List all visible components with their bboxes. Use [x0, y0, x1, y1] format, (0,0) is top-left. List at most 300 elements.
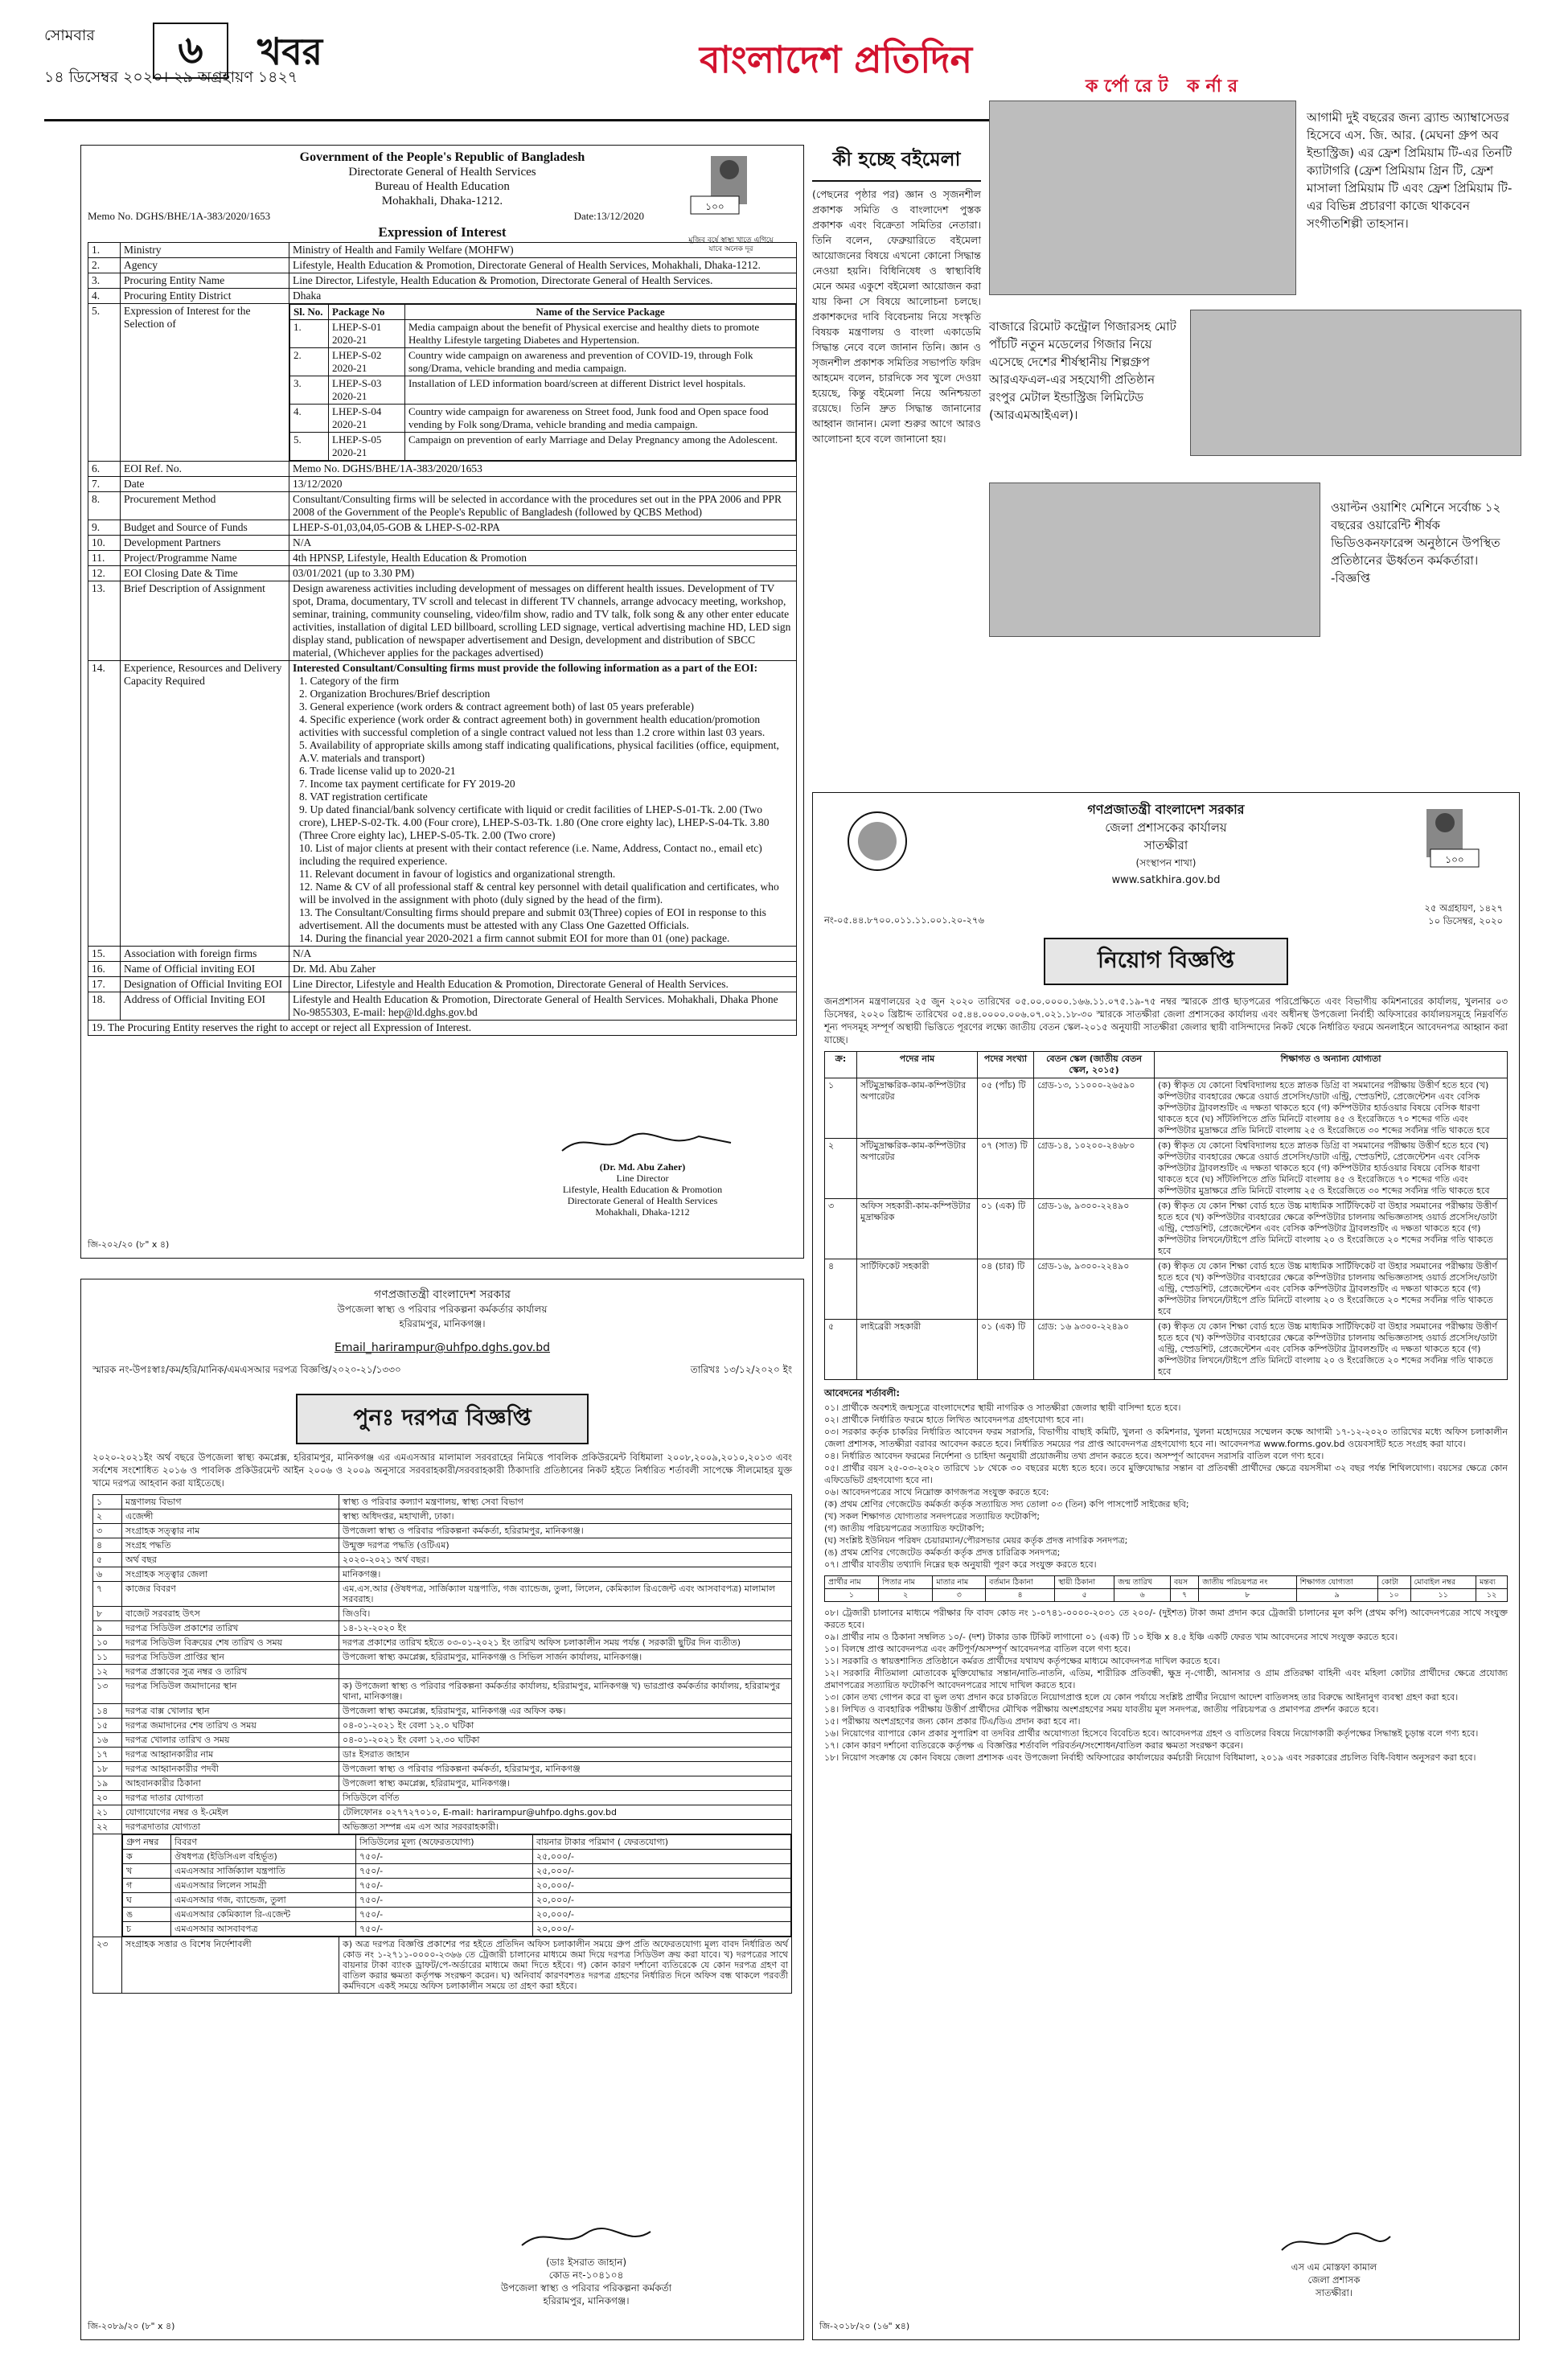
group-letter: চ: [123, 1922, 171, 1937]
tender-row: [93, 1820, 792, 1834]
tender-grp_headers-price: সিডিউলের মূল্য (অফেরতযোগ্য): [356, 1835, 533, 1850]
eoi-row: [88, 520, 797, 536]
post-num: ১: [825, 1078, 857, 1139]
package-no: LHEP-S-03 2020-21: [329, 376, 405, 405]
tender-num: ৬: [93, 1567, 122, 1582]
tender-row: [93, 1607, 792, 1621]
tender-value: উপজেলা স্বাস্থ্য কমপ্লেক্স, হরিরামপুর, মানিকগঞ্জ।: [339, 1776, 792, 1791]
tender-grp_headers-desc: বিবরণ: [171, 1835, 356, 1850]
tender-label: কাজের বিবরণ: [122, 1582, 339, 1607]
tender-place: হরিরামপুর, মানিকগঞ্জ।: [399, 1318, 486, 1329]
eoi-requirement-item: 3. General experience (work orders & contract agreement both) of last 05 years preferable): [299, 700, 695, 713]
eoi-num: 10.: [88, 536, 121, 551]
group-desc: এমএসআর আসবাবপত্র: [171, 1922, 356, 1937]
tender-value: উপজেলা স্বাস্থ্য ও পরিবার পরিকল্পনা কর্মকর্তা, হরিরামপুর, মানিকগঞ্জ।: [339, 1524, 792, 1538]
form-col-number: ২: [878, 1589, 932, 1602]
eoi-requirement-item: 11. Relevant document in favour of logistics and organizational strength.: [299, 868, 616, 880]
package-sl: 5.: [290, 433, 329, 461]
news-column: [812, 145, 981, 740]
form-header-cell: পিতার নাম: [878, 1576, 932, 1589]
masthead-date: ১৪ ডিসেম্বর ২০২০। ২৯ অগ্রহায়ণ ১৪২৭: [44, 68, 298, 86]
post-count: ০১ (এক) টি: [978, 1320, 1034, 1380]
tender-label: সংগ্রহ পদ্ধতি: [122, 1538, 339, 1553]
post-num: ৩: [825, 1199, 857, 1259]
package-row: [290, 348, 796, 376]
eoi-requirement-item: 10. List of major clients at present with their contact reference (i.e. Name, Address, Contact no., email etc) including the required experience.: [299, 842, 762, 867]
form-header-cell: মন্তব্য: [1476, 1576, 1507, 1589]
form-col-number: ৯: [1296, 1589, 1377, 1602]
eoi-signature-block: [522, 1127, 763, 1218]
eoi-label: Procuring Entity Name: [121, 273, 289, 289]
tender-num: ৭: [93, 1582, 122, 1607]
gov-emblem-icon: [845, 809, 909, 873]
tender-label: বাজেট সরবরাহ উৎস: [122, 1607, 339, 1621]
tender-date: তারিখঃ ১৩/১২/২০২০ ইং: [690, 1364, 792, 1375]
post-scale: গ্রেড-১৪, ১০২০০-২৪৬৮০: [1034, 1139, 1155, 1199]
tender-row: [93, 1538, 792, 1553]
group-desc: এমএসআর গজ, ব্যান্ডেজ, তুলা: [171, 1893, 356, 1908]
eoi-label: Procuring Entity District: [121, 289, 289, 304]
post-name: সাঁটমুদ্রাক্ষরিক-কাম-কম্পিউটার অপারেটর: [857, 1139, 978, 1199]
package-row: [290, 405, 796, 433]
tender-value: [339, 1665, 792, 1679]
tender-value: টেলিফোনঃ ০২৭৭২৭০১০, E-mail: harirampur@uhfpo.dghs.gov.bd: [339, 1805, 792, 1820]
package-sl: 4.: [290, 405, 329, 433]
conditions-title: আবেদনের শর্তাবলী:: [824, 1387, 900, 1399]
group-row: [123, 1864, 791, 1879]
package-no: LHEP-S-01 2020-21: [329, 320, 405, 348]
tender-row: [93, 1776, 792, 1791]
post-qualification: (ক) স্বীকৃত যে কোন শিক্ষা বোর্ড হতে উচ্চ মাধ্যমিক সার্টিফিকেট বা উহার সমমানের পরীক্ষায় উত্তীর্ণ হতে হবে (খ) কম্পিউটার ব্যবহারের ক্ষেত্রে কম্পিউটার চালনায় অভিজ্ঞতাসহ ওয়ার্ড প্রসেসিং/ডাটা এন্ট্রি, স্প্রেডশিট, প্রেজেন্টেশন এবং বেসিক কম্পিউটার ট্রাবলশুটিং এ দক্ষতা থাকতে হবে (গ) কম্পিউটার লিখনে/টাইপে প্রতি মিনিটে বাংলায় ২০ ও ইংরেজিতে ২০ শব্দের সর্বনিম্ন গতি থাকতে হবে: [1155, 1320, 1508, 1380]
tender-row-23: [93, 1937, 792, 1994]
eoi-num: 13.: [88, 581, 121, 661]
package-name: Installation of LED information board/screen at different District level hospitals.: [405, 376, 796, 405]
eoi-num: 16.: [88, 962, 121, 977]
eoi-label: Association with foreign firms: [121, 947, 289, 962]
eoi-requirement-item: 2. Organization Brochures/Brief description: [299, 688, 491, 700]
group-letter: ঘ: [123, 1893, 171, 1908]
eoi-value: 03/01/2021 (up to 3.30 PM): [289, 566, 797, 581]
eoi-pkg_headers-name: Name of the Service Package: [405, 305, 796, 320]
package-name: Media campaign about the benefit of Physical exercise and healthy diets to promote Healthy Lifestyle targeting Diabetes and Hypertension.: [405, 320, 796, 348]
corporate-corner-title: কর্পোরেট কর্নার: [1086, 76, 1245, 97]
tender-value: ০৪-০১-২০২১ ইং বেলা ১২.৩০ ঘটিকা: [339, 1733, 792, 1748]
eoi-num: 8.: [88, 492, 121, 520]
eoi-row-5: 5. Expression of Interest for the Selection of Sl. No. Package No Name of the Service Package 1. LHEP-S-01 2020-21 Media campaign about the benefit of Physical exercise and healthy diets to promote Healthy Lifestyle targeting Diabetes and Hypertension. 2. LHEP-S-02 2020-21 Country wide campaign on awareness and prevention of COVID-19, through Folk song/Drama, vehicle branding and media campaign. 3. LHEP-S-03 2020-21 Installation of LED information board/screen at different District level hospitals. 4. LHEP-S-04 2020-21 Country wide campaign for awareness on Street food, Junk food and Open space food vending by Folk song/Drama, vehicle branding and media campaign. 5. LHEP-S-05 2020-21 Campaign on prevention of early Marriage and Delay Pregnancy among the Adolescent.: [88, 304, 797, 462]
applicant-form-table: [824, 1575, 1508, 1602]
post-qualification: (ক) স্বীকৃত যে কোন শিক্ষা বোর্ড হতে উচ্চ মাধ্যমিক সার্টিফিকেট বা উহার সমমানের পরীক্ষায় উত্তীর্ণ হতে হবে (খ) কম্পিউটার ব্যবহারের ক্ষেত্রে কম্পিউটার চালনায় অভিজ্ঞতাসহ ওয়ার্ড প্রসেসিং/ডাটা এন্ট্রি, স্প্রেডশিট, প্রেজেন্টেশন এবং বেসিক কম্পিউটার ট্রাবলশুটিং এ দক্ষতা থাকতে হবে (গ) কম্পিউটার লিখনে/টাইপে প্রতি মিনিটে বাংলায় ২০ ও ইংরেজিতে ২০ শব্দের সর্বনিম্ন গতি থাকতে হবে: [1155, 1259, 1508, 1320]
package-table: [289, 304, 796, 461]
condition-item: ০৭। প্রার্থীর যাবতীয় তথ্যাদি নিম্নের ছক অনুযায়ী পূরণ করে সংযুক্ত করতে হবে।: [824, 1559, 1097, 1570]
tender-label: আহবানকারীর ঠিকানা: [122, 1776, 339, 1791]
job-branch: (সংস্থাপন শাখা): [1135, 857, 1197, 869]
job-intro: জনপ্রশাসন মন্ত্রণালয়ের ২৫ জুন ২০২০ তারিখের ০৫.০০.০০০০.১৬৬.১১.০৭৫.১৯-৭৫ নম্বর স্মারকে প্রাপ্ত ছাড়পত্রের পরিপ্রেক্ষিতে এবং বিভাগীয় কমিশনারের কার্যালয়, খুলনার ০৩ ডিসেম্বর, ২০২০ খ্রিষ্টাব্দ তারিখের ০৫.৪৪.০০০০.০০৬.০৭.০২১.১৮-৩০ স্মারকে সাতক্ষীরা জেলা প্রশাসকের কার্যালয় এবং অধীনস্থ উপজেলা নির্বাহী অফিসারের কার্যালয়সমূহে নিম্নবর্ণিত শূন্য পদসমূহ সম্পূর্ণ অস্থায়ী ভিত্তিতে পূরণের লক্ষ্যে জাতীয় বেতন স্কেল-২০১৫ অনুযায়ী সাতক্ষীরা জেলার স্থায়ী বাসিন্দাদের নিকট থেকে নির্ধারিত ফরমে অনলাইনে আবেদনপত্র আহ্বান করা যাচ্ছে।: [824, 996, 1508, 1045]
post-qualification: (ক) স্বীকৃত যে কোন শিক্ষা বোর্ড হতে উচ্চ মাধ্যমিক সার্টিফিকেট বা উহার সমমানের পরীক্ষায় উত্তীর্ণ হতে হবে (খ) কম্পিউটার ব্যবহারের ক্ষেত্রে কম্পিউটার চালনায় অভিজ্ঞতাসহ ওয়ার্ড প্রসেসিং/ডাটা এন্ট্রি, স্প্রেডশিট, প্রেজেন্টেশন এবং বেসিক কম্পিউটার ট্রাবলশুটিং এ দক্ষতা থাকতে হবে (গ) কম্পিউটার লিখনে/টাইপে প্রতি মিনিটে বাংলায় ২০ ও ইংরেজিতে ২০ শব্দের সর্বনিম্ন গতি থাকতে হবে: [1155, 1199, 1508, 1259]
tender-num: ১৮: [93, 1762, 122, 1776]
tender-num: ১৪: [93, 1704, 122, 1719]
corporate-corner: [989, 76, 1520, 784]
form-col-number: ১২: [1476, 1589, 1507, 1602]
eoi-bureau: Bureau of Health Education: [375, 180, 510, 193]
form-col-number: ৬: [1114, 1589, 1171, 1602]
form-header-cell: স্থায়ী ঠিকানা: [1055, 1576, 1114, 1589]
tender-num: ১২: [93, 1665, 122, 1679]
condition-item: ০৫। প্রার্থীর বয়স ২৫-০৩-২০২০ তারিখে ১৮ থেকে ৩০ বছরের মধ্যে হতে হবে। তবে মুক্তিযোদ্ধার সন্তান বা প্রতিবন্ধী প্রার্থীদের ক্ষেত্রে বয়সসীমা ৩২ বছর পর্যন্ত শিথিলযোগ্য। বয়সের ক্ষেত্রে কোন এফিডেভিট গ্রহণযোগ্য হবে না।: [824, 1463, 1508, 1485]
corporate-caption-3: ওয়াল্টন ওয়াশিং মেশিনে সর্বোচ্চ ১২ বছরের ওয়ারেন্টি শীর্ষক ভিডিওকনফারেন্স অনুষ্ঠানে উপস্থিত প্রতিষ্ঠানের ঊর্ধ্বতন কর্মকর্তারা। -বিজ্ঞপ্তি: [1331, 500, 1501, 585]
eoi-requirement-item: 7. Income tax payment certificate for FY 2019-20: [299, 778, 515, 790]
form-col-number: ৮: [1199, 1589, 1296, 1602]
job-website[interactable]: www.satkhira.gov.bd: [1111, 874, 1221, 886]
post-name: লাইব্রেরী সহকারী: [857, 1320, 978, 1380]
tender-row: [93, 1650, 792, 1665]
tender-label: এজেন্সী: [122, 1509, 339, 1524]
eoi-num: 11.: [88, 551, 121, 566]
form-header-cell: জাতীয় পরিচয়পত্র নং: [1199, 1576, 1296, 1589]
package-name: Campaign on prevention of early Marriage and Delay Pregnancy among the Adolescent.: [405, 433, 796, 461]
eoi-notice: [80, 145, 804, 1259]
package-row: [290, 376, 796, 405]
tender-num: ২: [93, 1509, 122, 1524]
tender-row: [93, 1509, 792, 1524]
post-header-cell: পদের নাম: [857, 1052, 978, 1078]
post-header-cell: পদের সংখ্যা: [978, 1052, 1034, 1078]
package-no: LHEP-S-04 2020-21: [329, 405, 405, 433]
eoi-requirement-item: 6. Trade license valid up to 2020-21: [299, 765, 456, 777]
corporate-caption-2: বাজারে রিমোট কন্ট্রোল গিজারসহ মোট পাঁচটি নতুন মডেলের গিজার নিয়ে এসেছে দেশের শীর্ষস্থানীয় শিল্পগ্রুপ আরএফএল-এর সহযোগী প্রতিষ্ঠান রংপুর মেটাল ইন্ডাস্ট্রিজ লিমিটেড (আরএমআইএল)।: [989, 319, 1176, 422]
page-number: ৬: [153, 23, 228, 79]
eoi-pkg_headers-sl: Sl. No.: [290, 305, 329, 320]
eoi-label: Ministry: [121, 243, 289, 258]
condition-item: (ক) প্রথম শ্রেণির গেজেটেড কর্মকর্তা কর্তৃক সত্যায়িত সদ্য তোলা ০৩ (তিন) কপি পাসপোর্ট সাইজের ছবি;: [824, 1499, 1189, 1509]
corporate-photo-2: [1190, 310, 1521, 456]
condition-item: (ঘ) সংশ্লিষ্ট ইউনিয়ন পরিষদ চেয়ারম্যান/পৌরসভার মেয়র কর্তৃক প্রদত্ত নাগরিক সনদপত্র;: [824, 1535, 1128, 1546]
tender-row: [93, 1704, 792, 1719]
tender-intro: ২০২০-২০২১ইং অর্থ বছরে উপজেলা স্বাস্থ্য কমপ্লেক্স, হরিরামপুর, মানিকগঞ্জ এর এমএসআর মালামাল সরবরাহের নিমিত্তে পাবলিক প্রকিউরমেন্ট বিধিমালা ২০০৮,২০০৯,২০১০,২০১৩ এবং সর্বশেষ সংশোধিত ২০১৬ ও পাবলিক প্রকিউরমেন্ট আইন ২০০৬ ও ২০০৯ অনুসারে সরবরাহকারী/সরবরাহকারী ঠিকাদারি প্রতিষ্ঠানের নিকট হইতে নির্ধারিত শর্তাবলী সাপেক্ষে সীলমোহর যুক্ত খামে দরপত্র আহবান করা যাইতেছে।: [92, 1452, 792, 1489]
retender-notice: [80, 1279, 804, 2340]
eoi-row: [88, 477, 797, 492]
tender-num: ১৯: [93, 1776, 122, 1791]
tender-label: যোগাযোগের নম্বর ও ই-মেইল: [122, 1805, 339, 1820]
condition-item: (গ) জাতীয় পরিচয়পত্রের সত্যায়িত ফটোকপি;: [824, 1523, 985, 1534]
group-security: ২০,০০০/-: [533, 1893, 791, 1908]
form-header-cell: মাতার নাম: [933, 1576, 986, 1589]
eoi-value: Lifestyle, Health Education & Promotion, Directorate General of Health Services, Mohakhali, Dhaka-1212.: [289, 258, 797, 273]
condition-item: ১১। সরকারি ও স্বায়ত্তশাসিত প্রতিষ্ঠানে কর্মরত প্রার্থীদের যথাযথ কর্তৃপক্ষের মাধ্যমে আবেদনপত্র দাখিল করতে হবে।: [824, 1656, 1221, 1666]
group-letter: ঙ: [123, 1908, 171, 1922]
tender-value: অভিজ্ঞতা সম্পন্ন এম এস আর সরবরাহকারী।: [339, 1820, 792, 1834]
eoi-row: [88, 947, 797, 962]
post-row: [825, 1320, 1508, 1380]
form-header-cell: বয়স: [1170, 1576, 1198, 1589]
tender-row: [93, 1636, 792, 1650]
news-headline: কী হচ্ছে বইমেলা: [812, 145, 981, 182]
group-row: [123, 1850, 791, 1864]
condition-item: ০২। প্রার্থীকে নির্ধারিত ফরমে হাতে লিখিত আবেদনপত্র গ্রহণযোগ্য হবে না।: [824, 1415, 1084, 1425]
form-col-number: ১০: [1377, 1589, 1410, 1602]
tender-num: ৪: [93, 1538, 122, 1553]
tender-header: [92, 1288, 792, 1355]
tender-row23_v: ক) অত্র দরপত্র বিজ্ঞপ্তি প্রকাশের পর হইতে প্রতিদিন অফিস চলাকালীন সময়ে গ্রুপ প্রতি অফেরতযোগ্য মূল্য বাবদ নির্ধারিত অর্থ কোড নং ১-২৭১১-০০০০-২৩৬৬ তে ট্রেজারী চালানের মাধ্যমে জমা দিয়ে দরপত্র সিডিউল ক্রয় করা যাবে। খ) দরপত্রের সাথে বায়নার টাকা ব্যাংক ড্রাফট/পে-অর্ডারের মাধ্যমে জমা দিতে হইবে। গ) কোন কারণ দর্শানো ব্যতিরেকে যে কোন দরপত্র গ্রহণ বা বাতিল করার ক্ষমতা কর্তৃপক্ষ সংরক্ষণ করেন। ঘ) অনিবার্য কারণবশতঃ দরপত্র গ্রহণের নির্ধারিত দিনে অফিস বন্ধ থাকলে পরবর্তী কর্মদিবসে একই সময়ে অফিস চলাকালীন সময়ে তা গ্রহণ করা হইবে।: [339, 1937, 792, 1994]
eoi-num: 12.: [88, 566, 121, 581]
tender-num: ১: [93, 1495, 122, 1509]
eoi-label: Name of Official inviting EOI: [121, 962, 289, 977]
condition-item: ০৪। নির্ধারিত আবেদন ফরমের নির্দেশনা ও চাহিদা অনুযায়ী প্রয়োজনীয় তথ্য প্রদান করতে হবে। অসম্পূর্ণ আবেদন সরাসরি বাতিল বলে গণ্য হবে।: [824, 1451, 1324, 1461]
tender-value: এম.এস.আর (ঔষধপত্র, সার্জিক্যাল যন্ত্রপাতি, গজ ব্যান্ডেজ, তুলা, লিলেন, কেমিক্যাল রিএজেন্ট এবং আসবাবপত্র) মালামাল সরবরাহ।: [339, 1582, 792, 1607]
seal-caption: মুজিব বর্ষে স্বাস্থ্য খাতে এগিয়ে যাবে অনেক দূর: [688, 236, 774, 253]
eoi-label: Procurement Method: [121, 492, 289, 520]
eoi-label: Brief Description of Assignment: [121, 581, 289, 661]
eoi-num: 9.: [88, 520, 121, 536]
eoi-num: 3.: [88, 273, 121, 289]
tender-value: জিওবি।: [339, 1607, 792, 1621]
eoi-num: 15.: [88, 947, 121, 962]
group-desc: এমএসআর সার্জিক্যাল যন্ত্রপাতি: [171, 1864, 356, 1879]
section-title: খবর: [257, 30, 323, 73]
eoi-num: 4.: [88, 289, 121, 304]
tender-memo: স্মারক নং-উপঃস্বাঃ/কম/হরি/মানিক/এমএসআর দরপত্র বিজ্ঞপ্তি/২০২০-২১/১৩৩০: [92, 1364, 401, 1375]
eoi-row-19: [88, 1021, 797, 1036]
post-header-cell: শিক্ষাগত ও অন্যান্য যোগ্যতা: [1155, 1052, 1508, 1078]
tender-num: ৯: [93, 1621, 122, 1636]
group-row: [123, 1908, 791, 1922]
package-name: Country wide campaign on awareness and prevention of COVID-19, through Folk song/Drama, vehicle branding and media campaign.: [405, 348, 796, 376]
eoi-row: [88, 462, 797, 477]
eoi-label: Budget and Source of Funds: [121, 520, 289, 536]
job-gov: গণপ্রজাতন্ত্রী বাংলাদেশ সরকার: [1087, 802, 1245, 817]
tender-title: পুনঃ দরপত্র বিজ্ঞপ্তি: [296, 1394, 589, 1444]
eoi-value: Ministry of Health and Family Welfare (MOHFW): [289, 243, 797, 258]
form-col-number: ১১: [1410, 1589, 1476, 1602]
mujib-seal: [683, 152, 779, 253]
tender-value: উপজেলা স্বাস্থ্য কমপ্লেক্স, হরিরামপুর, মানিকগঞ্জ ও সিভিল সার্জন কার্যালয়, মানিকগঞ্জ।: [339, 1650, 792, 1665]
tender-email: Email_harirampur@uhfpo.dghs.gov.bd: [334, 1341, 551, 1354]
tender-row: [93, 1582, 792, 1607]
post-row: [825, 1259, 1508, 1320]
tender-row: [93, 1524, 792, 1538]
tender-sig-name: (ডাঃ ইসরাত জাহান): [545, 2257, 627, 2268]
job-sig-place: সাতক্ষীরা।: [1316, 2287, 1353, 2298]
tender-value: দরপত্র প্রকাশের তারিখ হইতে ০৩-০১-২০২১ ইং তারিখ অফিস চলাকালীন সময় পর্যন্ত ( সরকারী ছুটির দিন ব্যতীত): [339, 1636, 792, 1650]
eoi-value: Dhaka: [289, 289, 797, 304]
eoi-title: Expression of Interest: [378, 224, 507, 240]
tender-label: দরপত্র সিডিউল প্রকাশের তারিখ: [122, 1621, 339, 1636]
tender-row: [93, 1733, 792, 1748]
tender-value: ১৪-১২-২০২০ ইং: [339, 1621, 792, 1636]
post-name: সার্টিফিকেট সহকারী: [857, 1259, 978, 1320]
condition-item: ১৩। কোন তথ্য গোপন করে বা ভুল তথ্য প্রদান করে চাকরিতে নিয়োগপ্রাপ্ত হলে যে কোন পর্যায়ে সংশ্লিষ্ট প্রার্থীর নিয়োগ আদেশ বাতিলসহ তার বিরুদ্ধে আইনানুগ ব্যবস্থা গ্রহণ করা হবে।: [824, 1692, 1459, 1702]
group-table: [122, 1834, 791, 1937]
eoi-requirement-item: 1. Category of the firm: [299, 675, 400, 687]
eoi-num: 18.: [88, 992, 121, 1021]
eoi-label: Development Partners: [121, 536, 289, 551]
tender-num: ১০: [93, 1636, 122, 1650]
tender-table: [92, 1494, 792, 1994]
tender-label: দরপত্র বাক্স খোলার স্থান: [122, 1704, 339, 1719]
eoi-row: [88, 289, 797, 304]
tender-row: [93, 1791, 792, 1805]
tender-value: স্বাস্থ্য অধিদপ্তর, মহাখালী, ঢাকা।: [339, 1509, 792, 1524]
eoi-value: Line Director, Lifestyle and Health Education & Promotion, Directorate General of Health Services.: [289, 977, 797, 992]
tender-row: [93, 1719, 792, 1733]
condition-item: ১৪। লিখিত ও ব্যবহারিক পরীক্ষায় উত্তীর্ণ প্রার্থীদের মৌখিক পরীক্ষায় অংশগ্রহণের সময় যাবতীয় মূল সনদপত্র, জাতীয় পরিচয়পত্র ও প্রমাণপত্র প্রদর্শন করতে হবে।: [824, 1704, 1379, 1715]
form-col-number: ৪: [986, 1589, 1055, 1602]
condition-item: ১৬। নিয়োগের ব্যাপারে কোন প্রকার সুপারিশ বা তদবির প্রার্থীর অযোগ্যতা হিসেবে বিবেচিত হবে। আবেদনপত্র গ্রহণ ও বাতিলের বিষয়ে নিয়োগকারী কর্তৃপক্ষের সিদ্ধান্তই চূড়ান্ত বলে গণ্য হবে।: [824, 1728, 1479, 1739]
job-circular: [812, 792, 1520, 2340]
eoi-row: [88, 551, 797, 566]
package-no: LHEP-S-05 2020-21: [329, 433, 405, 461]
eoi-num: 6.: [88, 462, 121, 477]
condition-item: ১২। সরকারি নীতিমালা মোতাবেক মুক্তিযোদ্ধার সন্তান/নাতি-নাতনি, এতিম, শারীরিক প্রতিবন্ধী, ক্ষুদ্র নৃ-গোষ্ঠী, আনসার ও গ্রাম প্রতিরক্ষা বাহিনী এবং মহিলা কোটার প্রার্থীদের ক্ষেত্রে প্রযোজ্য প্রমাণপত্রের সত্যায়িত ফটোকপি আবেদনপত্রের সাথে দাখিল করতে হবে।: [824, 1668, 1508, 1690]
tender-value: স্বাস্থ্য ও পরিবার কল্যাণ মন্ত্রণালয়, স্বাস্থ্য সেবা বিভাগ: [339, 1495, 792, 1509]
post-scale: গ্রেড-১৩, ১১০০০-২৬৫৯০: [1034, 1078, 1155, 1139]
package-no: LHEP-S-02 2020-21: [329, 348, 405, 376]
tender-label: দরপত্র আহ্বানকারীর নাম: [122, 1748, 339, 1762]
news-body: (পেছনের পৃষ্ঠার পর) জ্ঞান ও সৃজনশীল প্রকাশক সমিতি ও বাংলাদেশ পুস্তক প্রকাশক এবং বিক্রেতা সমিতির নেতারা। তিনি বলেন, ফেব্রুয়ারিতে বইমেলা আয়োজনের বিষয়ে এখনো কোনো সিদ্ধান্ত নেওয়া হয়নি। বিধিনিষেধ ও স্বাস্থ্যবিধি মেনে অমর একুশে বইমেলা আয়োজন করা যায় কিনা সে বিষয়ে আলোচনা চলছে। প্রকাশকদের দাবি বিবেচনায় নিয়ে সংস্কৃতি বিষয়ক মন্ত্রণালয় ও বাংলা একাডেমি সিদ্ধান্ত নেবে বলে জানান তিনি। জ্ঞান ও সৃজনশীল প্রকাশক সমিতির সভাপতি ফরিদ আহমেদ বলেন, চারদিকে সব খুলে দেওয়া হয়েছে, কিন্তু বইমেলা নিয়ে অনিশ্চয়তা রয়েছে। তিনি দ্রুত সিদ্ধান্ত জানানোর আহ্বান জানান। মেলা শুরুর আগে আরও আলোচনা হবে বলে জানানো হয়।: [812, 188, 981, 445]
post-num: ৫: [825, 1320, 857, 1380]
group-letter: খ: [123, 1864, 171, 1879]
eoi-label: Agency: [121, 258, 289, 273]
eoi-directorate: Directorate General of Health Services: [348, 166, 536, 179]
eoi-row-14: 14. Experience, Resources and Delivery Capacity Required Interested Consultant/Consulting firms must provide the following information as a part of the EOI: 1. Category of the firm 2. Organization Brochures/Brief description 3. General experience (work orders & contract agreement both) of last 05 years preferable) 4. Specific experience (work order & contract agreement both) in government health education/promotion activities with successful completion of a single contract valued not less than 1.2 crore within last 03 years. 5. Availability of appropriate skills among staff indicating qualifications, physical facilities (office, equipment, A.V. materials and transport) 6. Trade license valid up to 2020-21 7. Income tax payment certificate for FY 2019-20 8. VAT registration certificate 9. Up dated financial/bank solvency certificate with liquid or credit facilities of LHEP-S-01-Tk. 2.00 (Two crore), LHEP-S-02-Tk. 4.00 (Four crore), LHEP-S-03-Tk. 1.80 (One crore eighty lac), LHEP-S-04-Tk. 3.80 (Three Crore eighty lac), LHEP-S-05-Tk. 2.00 (Two crore) 10. List of major clients at present with their contact reference (i.e. Name, Address, Contact no., email etc) including the required experience. 11. Relevant document in favour of logistics and organizational strength. 12. Name & CV of all professional staff & central key personnel with detail qualification and certificates, who will be involved in the assignment with photo (duly signed by the head of the firm). 13. The Consultant/Consulting firms should prepare and submit 03(Three) copies of EOI in response to this advertisement. All the documents must be attested with any Class One Gazetted Officials. 14. During the financial year 2020-2021 a firm cannot submit EOI for more than 01 (one) package.: [88, 661, 797, 947]
corporate-photo-3: [989, 483, 1320, 637]
eoi-label: Designation of Official Inviting EOI: [121, 977, 289, 992]
eoi-row19: 19. The Procuring Entity reserves the right to accept or reject all Expression of Interest.: [88, 1021, 797, 1036]
eoi-num: 17.: [88, 977, 121, 992]
eoi-label: EOI Closing Date & Time: [121, 566, 289, 581]
group-security: ২০,০০০/-: [533, 1879, 791, 1893]
condition-item: ০৯। প্রার্থীর নাম ও ঠিকানা সম্বলিত ১০/- (দশ) টাকার ডাক টিকিট লাগানো ০১ (এক) টি ১০ ইঞ্চি x ৪.৫ ইঞ্চি একটি ফেরত খাম আবেদনের সাথে সংযুক্ত করতে হবে।: [824, 1632, 1398, 1642]
form-header-cell: বর্তমান ঠিকানা: [986, 1576, 1055, 1589]
eoi-value: LHEP-S-01,03,04,05-GOB & LHEP-S-02-RPA: [289, 520, 797, 536]
eoi-row: [88, 566, 797, 581]
tender-signature: [466, 2225, 707, 2307]
signature-icon: [538, 1127, 747, 1159]
tender-value: ক) উপজেলা স্বাস্থ্য ও পরিবার পরিকল্পনা কর্মকর্তার কার্যালয়, হরিরামপুর, মানিকগঞ্জ খ) ভারপ্রাপ্ত কর্মকর্তার কার্যালয়, হরিরামপুর থানা, মানিকগঞ্জ।: [339, 1679, 792, 1704]
tender-num: ১১: [93, 1650, 122, 1665]
tender-value: উন্মুক্ত দরপত্র পদ্ধতি (ওটিএম): [339, 1538, 792, 1553]
package-row: [290, 320, 796, 348]
job-office: জেলা প্রশাসকের কার্যালয়: [1105, 820, 1227, 835]
tender-label: দরপত্র সিডিউল বিক্রয়ের শেষ তারিখ ও সময়: [122, 1636, 339, 1650]
job-dates: [1425, 902, 1503, 927]
condition-item: (ঙ) প্রথম শ্রেণির গেজেটেড কর্মকর্তা কর্তৃক প্রদত্ত চারিত্রিক সনদপত্র;: [824, 1547, 1061, 1558]
post-row: [825, 1139, 1508, 1199]
condition-item: ০৩। সরকার কর্তৃক চাকরির নির্ধারিত আবেদন ফরম সরাসরি, বিভাগীয় বাছাই কমিটি, খুলনা ও কমিশনার, খুলনা মহোদয়ের সম্মেলন কক্ষে আগামী ১৭-১২-২০২০ তারিখের মধ্যে অফিস চলাকালীন জেলা প্রশাসক, সাতক্ষীরা বরাবর আবেদন করতে হবে। নির্ধারিত সময়ের পর প্রাপ্ত আবেদনপত্র গ্রহণযোগ্য হবে না। আবেদনপত্র www.forms.gov.bd ওয়েবসাইট হতে সংগ্রহ করা যাবে।: [824, 1427, 1508, 1449]
eoi-row: [88, 258, 797, 273]
mujib-portrait-icon: [1398, 805, 1487, 885]
post-qualification: (ক) স্বীকৃত যে কোনো বিশ্ববিদ্যালয় হতে স্নাতক ডিগ্রি বা সমমানের পরীক্ষায় উত্তীর্ণ হতে হবে (খ) কম্পিউটার ব্যবহারের ক্ষেত্রে ওয়ার্ড প্রসেসিং/ডাটা এন্ট্রি, স্প্রেডশিট, প্রেজেন্টেশন এবং বেসিক কম্পিউটার ট্রাবলশুটিং এ দক্ষতা থাকতে হবে (গ) কম্পিউটার হার্ডওয়ার বিষয়ে বেসিক ধারণা থাকতে হবে (ঘ) সাঁটলিপিতে প্রতি মিনিটে বাংলায় ৪৫ ও ইংরেজিতে ৭০ শব্দের গতি এবং কম্পিউটার মুদ্রাক্ষরে প্রতি মিনিটে বাংলায় ২৫ ও ইংরেজিতে ৩০ শব্দের সর্বনিম্ন গতি থাকতে হবে: [1155, 1139, 1508, 1199]
form-header-cell: মোবাইল নম্বর: [1410, 1576, 1476, 1589]
tender-label: দরপত্র খোলার তারিখ ও সময়: [122, 1733, 339, 1748]
tender-row: [93, 1553, 792, 1567]
post-row: [825, 1078, 1508, 1139]
masthead-left: [44, 26, 334, 118]
tender-row: [93, 1567, 792, 1582]
tender-value: ডাঃ ইসরাত জাহান: [339, 1748, 792, 1762]
tender-sig-place: হরিরামপুর, মানিকগঞ্জ।: [543, 2295, 630, 2306]
eoi-sig-line-3: Mohakhali, Dhaka-1212: [595, 1206, 690, 1218]
group-price: ৭৫০/-: [356, 1893, 533, 1908]
eoi-gov: Government of the People's Republic of Bangladesh: [299, 150, 585, 164]
tender-row: [93, 1665, 792, 1679]
group-security: ২৫,০০০/-: [533, 1864, 791, 1879]
eoi-table: [88, 242, 797, 1036]
group-desc: এমএসআর কেমিক্যাল রি-এজেন্ট: [171, 1908, 356, 1922]
eoi-label: Date: [121, 477, 289, 492]
job-date1: ২৫ অগ্রহায়ণ, ১৪২৭: [1424, 902, 1503, 914]
post-count: ০১ (এক) টি: [978, 1199, 1034, 1259]
group-price: ৭৫০/-: [356, 1922, 533, 1937]
tender-label: দরপত্র আহ্বানকারীর পদবী: [122, 1762, 339, 1776]
group-security: ২৫,০০০/-: [533, 1850, 791, 1864]
tender-num: ২১: [93, 1805, 122, 1820]
tender-num: ১৬: [93, 1733, 122, 1748]
post-count: ০৪ (চার) টি: [978, 1259, 1034, 1320]
eoi-requirement-item: 12. Name & CV of all professional staff & central key personnel with detail qualification and certificates, who will be involved in the assignment with photo (duly signed by the head of the firm).: [299, 881, 779, 906]
eoi-requirement-item: 9. Up dated financial/bank solvency certificate with liquid or credit facilities of LHEP-S-01-Tk. 2.00 (Two crore), LHEP-S-02-Tk. 4.00 (Four crore), LHEP-S-03-Tk. 1.80 (One crore eighty lac), LHEP-S-04-Tk. 3.80 (Three Crore eighty lac), LHEP-S-05-Tk. 2.00 (Two crore): [299, 803, 770, 841]
group-price: ৭৫০/-: [356, 1864, 533, 1879]
eoi-row: [88, 536, 797, 551]
row14-intro: Interested Consultant/Consulting firms must provide the following information as a part of the EOI:: [293, 662, 758, 674]
job-signature: [1246, 2230, 1422, 2299]
eoi-value: N/A: [289, 536, 797, 551]
job-date2: ১০ ডিসেম্বর, ২০২০: [1428, 915, 1503, 926]
group-row: [123, 1879, 791, 1893]
eoi-row: [88, 581, 797, 661]
eoi-value: Memo No. DGHS/BHE/1A-383/2020/1653: [289, 462, 797, 477]
tender-num: ২০: [93, 1791, 122, 1805]
tender-label: সংগ্রাহক সত্ত্বার জেলা: [122, 1567, 339, 1582]
tender-row: [93, 1495, 792, 1509]
corporate-photo-1: [989, 101, 1296, 295]
tender-label: দরপত্র সিডিউল জমাদানের স্থান: [122, 1679, 339, 1704]
job-title: নিয়োগ বিজ্ঞপ্তি: [1044, 938, 1288, 985]
job-sig-title: জেলা প্রশাসক: [1307, 2274, 1361, 2286]
masthead-rule: [44, 119, 993, 121]
group-security: ২০,০০০/-: [533, 1922, 791, 1937]
tender-ad-code: জি-২০৮৯/২০ (৮" x ৪): [88, 2321, 175, 2331]
eoi-requirement-item: 5. Availability of appropriate skills among staff indicating qualifications, physical facilities (office, equipment, A.V. materials and transport): [299, 739, 779, 764]
group-desc: ঔষধপত্র (ইডিসিএল বহির্ভূত): [171, 1850, 356, 1864]
job-ad-code: জি-২০১৮/২০ (১৬" x৪): [819, 2321, 910, 2331]
condition-item: ০১। প্রার্থীকে অবশ্যই জন্মসূত্রে বাংলাদেশের স্থায়ী নাগরিক ও সাতক্ষীরা জেলার স্থায়ী বাসিন্দা হতে হবে।: [824, 1403, 1181, 1413]
job-district: সাতক্ষীরা: [1143, 838, 1188, 852]
tender-label: সংগ্রাহক সত্ত্বার নাম: [122, 1524, 339, 1538]
mujib-portrait-icon: [683, 152, 779, 232]
corporate-caption-1: আগামী দুই বছরের জন্য ব্র্যান্ড অ্যাম্বাসেডর হিসেবে এস. জি. আর. (মেঘনা গ্রুপ অব ইন্ডাস্ট্রিজ) এর ফ্রেশ প্রিমিয়াম টি-এর তিনটি ক্যাটাগরি (ফ্রেশ প্রিমিয়াম গ্রিন টি, ফ্রেশ মাসালা প্রিমিয়াম টি এবং ফ্রেশ প্রিমিয়াম টি-এর বিভিন্ন প্রচারণা কাজে থাকবেন সংগীতশিল্পী তাহসান।: [1307, 110, 1513, 231]
eoi-requirement-item: 4. Specific experience (work order & contract agreement both) in government health education/promotion activities with successful completion of a single contract valued not less than 1.2 crore within last 03 years.: [299, 713, 766, 738]
package-name: Country wide campaign for awareness on Street food, Junk food and Open space food vending by Folk song/Drama, vehicle branding and media campaign.: [405, 405, 796, 433]
tender-grp_headers-security: বায়নার টাকার পরিমাণ ( ফেরতযোগ্য): [533, 1835, 791, 1850]
eoi-sig-name: (Dr. Md. Abu Zaher): [599, 1161, 686, 1173]
post-header-cell: ক্র:: [825, 1052, 857, 1078]
tender-label: দরপত্র প্রস্তাবের সুত্র নম্বর ও তারিখ: [122, 1665, 339, 1679]
post-count: ০৫ (পাঁচ) টি: [978, 1078, 1034, 1139]
tender-label: দরপত্র সিডিউল প্রাপ্তির স্থান: [122, 1650, 339, 1665]
paper-name: বাংলাদেশ প্রতিদিন: [700, 38, 973, 81]
group-letter: ক: [123, 1850, 171, 1864]
tender-row23_k: সংগ্রাহক সত্তার ও বিশেষ নির্দেশাবলী: [122, 1937, 339, 1994]
tender-gov: গণপ্রজাতন্ত্রী বাংলাদেশ সরকার: [374, 1288, 511, 1301]
form-col-number: ৭: [1170, 1589, 1198, 1602]
eoi-row5_label: Expression of Interest for the Selection of: [121, 304, 289, 462]
post-count: ০৭ (সাত) টি: [978, 1139, 1034, 1199]
condition-item: ০৮। ট্রেজারী চালানের মাধ্যমে পরীক্ষার ফি বাবদ কোড নং ১-০৭৪১-০০০০-২০৩১ তে ২০০/- (দুইশত) টাকা জমা প্রদান করে ট্রেজারী চালানের মূল কপি (প্রথম কপি) আবেদনপত্রের সাথে সংযুক্ত করতে হবে।: [824, 1608, 1508, 1630]
post-num: ৪: [825, 1259, 857, 1320]
tender-label: অর্থ বছর: [122, 1553, 339, 1567]
eoi-ad-code: জি-২০২/২০ (৮" x ৪): [88, 1239, 170, 1250]
package-sl: 1.: [290, 320, 329, 348]
